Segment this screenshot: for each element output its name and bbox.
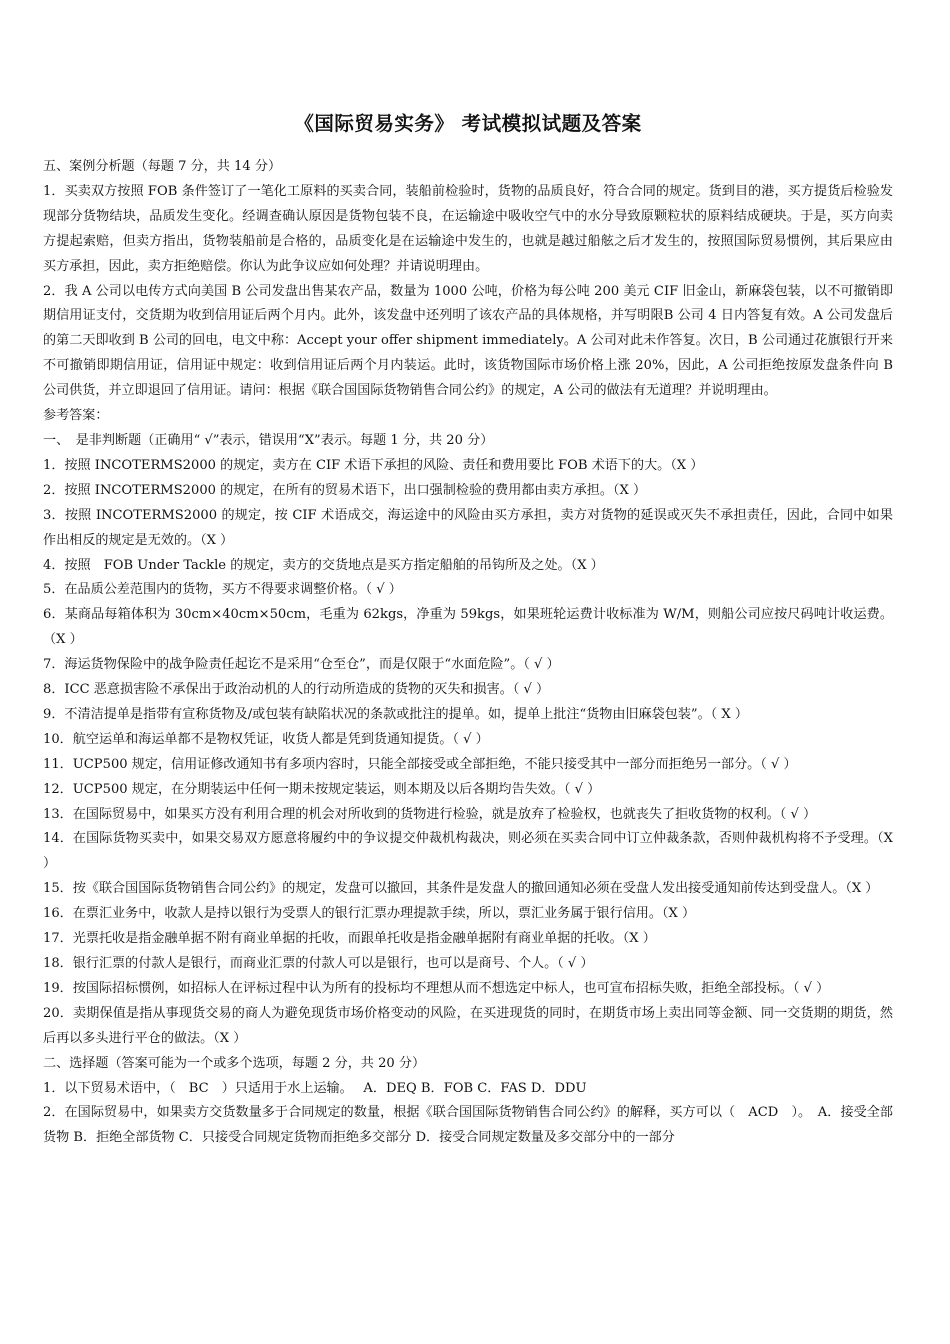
judgment-item-10: 10．航空运单和海运单都不是物权凭证，收货人都是凭到货通知提货。（ √ ） [43, 731, 489, 747]
judgment-item-18: 18．银行汇票的付款人是银行，而商业汇票的付款人可以是银行，也可以是商号、个人。（ √ ） [43, 956, 594, 971]
judgment-item-6: 6．某商品每箱体积为 30cm×40cm×50cm，毛重为 62kgs，净重为 59kgs，如果班轮运费计收标准为 W/M，则船公司应按尺码吨计收运费。（X ） [43, 607, 893, 648]
choice-item-2: 2．在国际贸易中，如果卖方交货数量多于合同规定的数量，根据《联合国国际货物销售合同公约》的解释，买方可以（ ACD ）。 A．接受全部货物 B．拒绝全部货物 C．只接受合同规定货物而拒绝多交部分 D．接受合同规定数量及多交部分中的一部分 [43, 1105, 893, 1146]
judgment-item-12: 12．UCP500 规定，在分期装运中任何一期未按规定装运，则本期及以后各期均告失效。（ √ ） [43, 781, 601, 797]
document-body [43, 155, 893, 1151]
document-title: 《国际贸易实务》 考试模拟试题及答案 [294, 112, 642, 135]
judgment-item-9: 9．不清洁提单是指带有宣称货物及/或包装有缺陷状况的条款或批注的提单。如，提单上批注“货物由旧麻袋包装”。（ X ） [43, 706, 749, 722]
case-question-1: 1．买卖双方按照 FOB 条件签订了一笔化工原料的买卖合同，装船前检验时，货物的品质良好，符合合同的规定。货到目的港，买方提货后检验发现部分货物结块，品质发生变化。经调查确认原因是货物包装不良，在运输途中吸收空气中的水分导致原颗粒状的原料结成硬块。于是，买方向卖方提起索赔，但卖方指出，货物装船前是合格的，品质变化是在运输途中发生的，也就是越过船舷之后才发生的，按照国际贸易惯例，其后果应由买方承担，因此，卖方拒绝赔偿。你认为此争议应如何处理？并请说明理由。 [43, 183, 893, 274]
judgment-item-5: 5．在品质公差范围内的货物，买方不得要求调整价格。（ √ ） [43, 582, 402, 598]
judgment-item-7: 7．海运货物保险中的战争险责任起讫不是采用“仓至仓”，而是仅限于“水面危险”。（ √ ） [43, 657, 560, 673]
section5-heading: 五、案例分析题（每题 7 分，共 14 分） [43, 159, 282, 174]
case-question-2: 2．我 A 公司以电传方式向美国 B 公司发盘出售某农产品，数量为 1000 公吨，价格为每公吨 200 美元 CIF 旧金山，新麻袋包装，以不可撤销即期信用证支付，交货期为收到信用证后两个月内。此外，该发盘中还列明了该农产品的具体规格，并写明限B 公司 4 日内答复有效。A 公司发盘后的第二天即收到 B 公司的回电，电文中称：Accept your offer shipment immediately。A 公司对此未作答复。次日，B 公司通过花旗银行开来不可撤销即期信用证，信用证中规定：收到信用证后两个月内装运。此时，该货物国际市场价格上涨 20%，因此，A 公司拒绝按原发盘条件向 B 公司供货，并立即退回了信用证。请问：根据《联合国国际货物销售合同公约》的规定，A 公司的做法有无道理？并说明理由。 [43, 283, 893, 399]
section2-heading: 二、选择题（答案可能为一个或多个选项，每题 2 分，共 20 分） [43, 1055, 426, 1071]
section1-heading: 一、 是非判断题（正确用“ √”表示，错误用“X”表示。每题 1 分，共 20 分） [43, 432, 494, 448]
judgment-item-1: 1．按照 INCOTERMS2000 的规定，卖方在 CIF 术语下承担的风险、责任和费用要比 FOB 术语下的大。（X ） [43, 457, 704, 473]
judgment-item-13: 13．在国际贸易中，如果买方没有利用合理的机会对所收到的货物进行检验，就是放弃了检验权，也就丧失了拒收货物的权利。（ √ ） [43, 806, 817, 822]
judgment-item-4: 4．按照 FOB Under Tackle 的规定，卖方的交货地点是买方指定船舶的吊钩所及之处。（X ） [43, 557, 604, 573]
answers-label: 参考答案： [43, 408, 109, 424]
choice-item-1: 1．以下贸易术语中，（ BC ）只适用于水上运输。 A．DEQ B．FOB C．FAS D．DDU [43, 1080, 587, 1096]
judgment-item-11: 11．UCP500 规定，信用证修改通知书有多项内容时，只能全部接受或全部拒绝，不能只接受其中一部分而拒绝另一部分。（ √ ） [43, 756, 797, 772]
judgment-item-19: 19．按国际招标惯例，如招标人在评标过程中认为所有的投标均不理想从而不想选定中标人，也可宣布招标失败，拒绝全部投标。（ √ ） [43, 980, 830, 996]
judgment-item-15: 15．按《联合国国际货物销售合同公约》的规定，发盘可以撤回，其条件是发盘人的撤回通知必须在受盘人发出接受通知前传达到受盘人。（X ） [43, 881, 879, 897]
judgment-item-17: 17．光票托收是指金融单据不附有商业单据的托收，而跟单托收是指金融单据附有商业单据的托收。（X ） [43, 931, 656, 947]
judgment-item-2: 2．按照 INCOTERMS2000 的规定，在所有的贸易术语下，出口强制检验的费用都由卖方承担。（X ） [43, 482, 647, 498]
judgment-item-20: 20．卖期保值是指从事现货交易的商人为避免现货市场价格变动的风险，在买进现货的同时，在期货市场上卖出同等金额、同一交货期的期货，然后再以多头进行平仓的做法。（X ） [43, 1005, 893, 1046]
judgment-item-14: 14．在国际货物买卖中，如果交易双方愿意将履约中的争议提交仲裁机构裁决，则必须在买卖合同中订立仲裁条款，否则仲裁机构将不予受理。（X ） [43, 831, 893, 872]
judgment-item-16: 16．在票汇业务中，收款人是持以银行为受票人的银行汇票办理提款手续，所以，票汇业务属于银行信用。（X ） [43, 906, 696, 922]
judgment-item-3: 3．按照 INCOTERMS2000 的规定，按 CIF 术语成交，海运途中的风险由买方承担，卖方对货物的延误或灭失不承担责任，因此，合同中如果作出相反的规定是无效的。（X ） [43, 507, 893, 548]
judgment-item-8: 8．ICC 恶意损害险不承保出于政治动机的人的行动所造成的货物的灭失和损害。（ √ ） [43, 682, 550, 698]
